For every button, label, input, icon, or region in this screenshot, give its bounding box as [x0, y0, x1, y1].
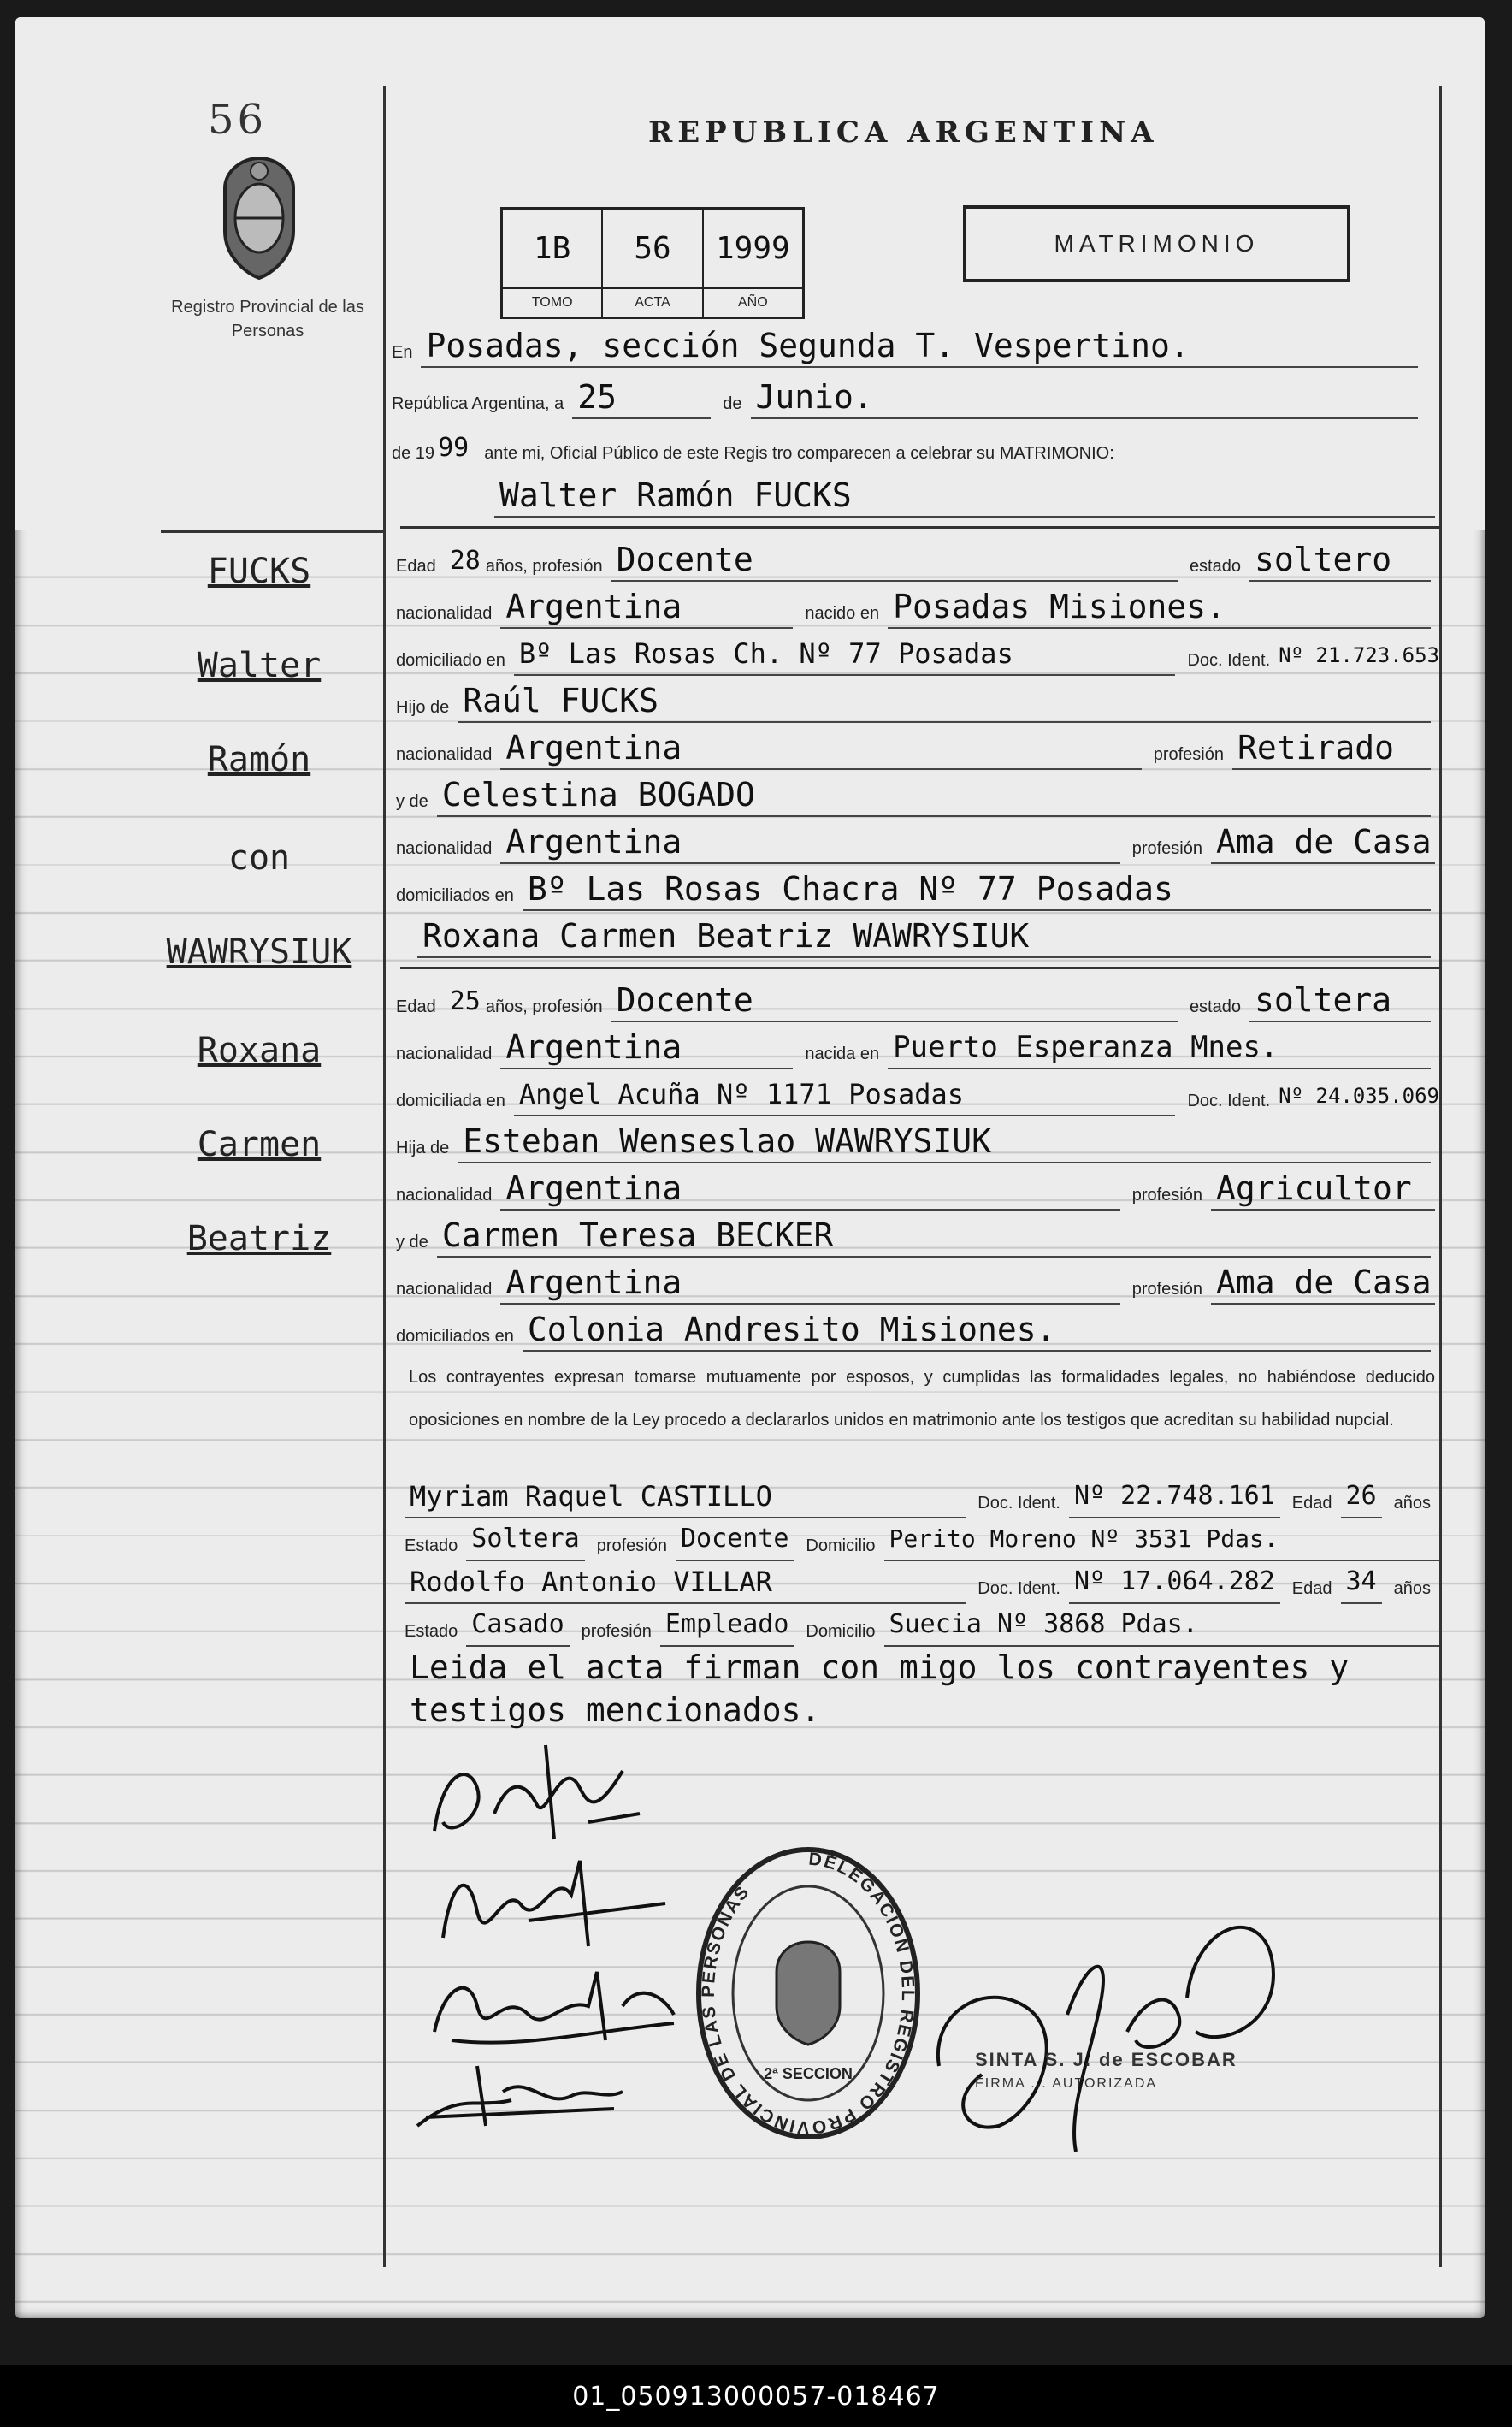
groom-nacido-label: nacido en	[805, 604, 880, 623]
witness2-line	[405, 1561, 1439, 1604]
witness1-marital-status: Soltera	[466, 1518, 584, 1561]
intro-date-line	[392, 376, 1418, 419]
register-page	[15, 17, 1485, 2318]
witness1-edad-label: Edad	[1291, 1494, 1332, 1512]
witness1-address: Perito Moreno Nº 3531 Pdas.	[884, 1518, 1439, 1561]
groom-document: Nº 21.723.653	[1279, 643, 1439, 667]
groom-mother-label: y de	[396, 792, 428, 811]
seal-center-text: 2ª SECCION	[764, 2065, 853, 2082]
signature-groom-icon	[417, 1737, 674, 1856]
country-title: REPUBLICA ARGENTINA	[648, 115, 1159, 150]
groom-birthplace: Posadas Misiones.	[888, 586, 1431, 629]
official-seal-icon	[691, 1831, 926, 2139]
closing-line-2	[405, 1690, 1439, 1731]
witness2-age: 34	[1341, 1561, 1382, 1604]
bride-parents-address-line	[396, 1309, 1431, 1352]
ano-label: AÑO	[704, 287, 802, 317]
groom-anos-label: años, profesión	[485, 557, 603, 576]
bride-father-nac-label: nacionalidad	[396, 1186, 493, 1205]
groom-mother-profession: Ama de Casa	[1211, 821, 1435, 864]
signature-bride-icon	[426, 1852, 682, 1955]
tomo-label: TOMO	[503, 287, 601, 317]
groom-mother-nationality: Argentina	[500, 821, 1119, 864]
acta-cell	[603, 210, 703, 317]
bride-father-details-line	[396, 1168, 1435, 1211]
witness2-edad-label: Edad	[1291, 1579, 1332, 1598]
intro-year-line	[392, 428, 1435, 469]
groom-parents-address-line	[396, 868, 1431, 911]
en-label: En	[392, 343, 413, 362]
bride-father-line	[396, 1121, 1431, 1163]
witness1-name: Myriam Raquel CASTILLO	[405, 1476, 966, 1518]
year-prefix: de 19	[392, 444, 435, 463]
witness2-document: Nº 17.064.282	[1069, 1561, 1280, 1604]
bride-estado-label: estado	[1189, 997, 1241, 1016]
groom-father-nationality: Argentina	[500, 727, 1141, 770]
groom-parents-dom-label: domiciliados en	[396, 886, 514, 905]
groom-father: Raúl FUCKS	[458, 680, 1431, 723]
bride-mother-label: y de	[396, 1233, 428, 1252]
groom-edad-label: Edad	[396, 557, 436, 576]
bride-mother-nationality: Argentina	[500, 1262, 1119, 1305]
groom-father-details-line	[396, 727, 1431, 770]
signature-witness2-icon	[409, 2057, 631, 2134]
bride-section-rule	[400, 967, 1442, 969]
groom-profession: Docente	[611, 539, 1178, 582]
witness1-profession: Docente	[676, 1518, 794, 1561]
witness1-doc-label: Doc. Ident.	[977, 1494, 1060, 1512]
groom-address: Bº Las Rosas Ch. Nº 77 Posadas	[514, 633, 1176, 676]
groom-domicilio-label: domiciliado en	[396, 651, 505, 670]
groom-father-prof-label: profesión	[1153, 745, 1224, 764]
groom-mother: Celestina BOGADO	[437, 774, 1431, 817]
groom-doc-label: Doc. Ident.	[1187, 651, 1271, 670]
tomo-value: 1B	[533, 231, 571, 266]
official-stamp	[975, 2049, 1237, 2092]
witness1-estado-label: Estado	[405, 1536, 458, 1555]
marriage-place: Posadas, sección Segunda T. Vespertino.	[421, 325, 1418, 368]
groom-nationality: Argentina	[500, 586, 793, 629]
margin-name: Roxana	[197, 1031, 322, 1070]
margin-name: Beatriz	[186, 1219, 332, 1258]
groom-name-line	[494, 475, 1435, 518]
bride-father-label: Hija de	[396, 1139, 450, 1157]
official-stamp-subtitle: FIRMA ... AUTORIZADA	[975, 2076, 1158, 2091]
groom-age-line	[396, 539, 1431, 582]
groom-mother-prof-label: profesión	[1131, 839, 1202, 858]
groom-section-rule	[400, 526, 1442, 529]
margin-name: Carmen	[197, 1125, 322, 1164]
bride-name-line	[417, 915, 1431, 958]
closing-line-1	[405, 1647, 1439, 1688]
groom-nationality-line	[396, 586, 1431, 629]
bride-nacida-label: nacida en	[805, 1045, 880, 1063]
witness1-details-line	[405, 1518, 1439, 1561]
appearance-statement: ante mi, Oficial Público de este Regis tro comparecen a celebrar su MATRIMONIO:	[484, 444, 1114, 463]
de-label: de	[723, 394, 742, 413]
bride-parents-dom-label: domiciliados en	[396, 1327, 514, 1346]
margin-name: Ramón	[207, 740, 311, 779]
witness2-doc-label: Doc. Ident.	[977, 1579, 1060, 1598]
groom-mother-details-line	[396, 821, 1435, 864]
bride-age-line	[396, 980, 1431, 1022]
groom-name: Walter Ramón FUCKS	[494, 475, 1435, 518]
groom-father-nac-label: nacionalidad	[396, 745, 493, 764]
witness2-profession: Empleado	[660, 1604, 794, 1647]
bride-father-prof-label: profesión	[1131, 1186, 1202, 1205]
groom-parents-address: Bº Las Rosas Chacra Nº 77 Posadas	[523, 868, 1431, 911]
groom-mother-nac-label: nacionalidad	[396, 839, 493, 858]
seal-text: DELEGACION DEL REGISTRO PROVINCIAL DE LAS PERSONAS	[698, 1849, 918, 2138]
bride-parents-address: Colonia Andresito Misiones.	[523, 1309, 1431, 1352]
margin-name: Walter	[197, 646, 322, 685]
margin-rule-top	[161, 530, 383, 533]
footer-bar	[0, 2365, 1512, 2427]
intro-place-line	[392, 325, 1418, 368]
ano-value: 1999	[715, 231, 790, 266]
witness1-document: Nº 22.748.161	[1069, 1476, 1280, 1518]
legal-declaration: Los contrayentes expresan tomarse mutuamente por esposos, y cumplidas las formalidades legales, no habiéndose deducido oposiciones en nombre de la Ley procedo a declararlos unidos en matrimonio ante los testigos que acreditan su habilidad nupcial.	[409, 1368, 1435, 1430]
bride-document: Nº 24.035.069	[1279, 1084, 1439, 1108]
bride-marital-status: soltera	[1249, 980, 1431, 1022]
bride-nacionalidad-label: nacionalidad	[396, 1045, 493, 1063]
bride-father: Esteban Wenseslao WAWRYSIUK	[458, 1121, 1431, 1163]
witness2-details-line	[405, 1604, 1439, 1647]
marriage-month: Junio.	[751, 376, 1419, 419]
official-stamp-name: SINTA S. J. de ESCOBAR	[975, 2049, 1237, 2070]
witness2-marital-status: Casado	[466, 1604, 569, 1647]
witness1-anos-label: años	[1393, 1494, 1431, 1512]
witness2-profesion-label: profesión	[581, 1622, 652, 1641]
groom-estado-label: estado	[1189, 557, 1241, 576]
right-border	[1439, 86, 1442, 2267]
groom-age: 28	[449, 546, 481, 576]
document-id: 01_050913000057-018467	[572, 2381, 940, 2412]
groom-address-line	[396, 633, 1439, 676]
signature-witness1-icon	[417, 1955, 691, 2057]
groom-father-profession: Retirado	[1232, 727, 1431, 770]
marriage-year: 99	[438, 433, 470, 463]
acta-label: ACTA	[603, 287, 701, 317]
ano-cell	[704, 210, 802, 317]
bride-mother-line	[396, 1215, 1431, 1258]
closing-text-2: testigos mencionados.	[410, 1691, 821, 1729]
bride-mother-details-line	[396, 1262, 1435, 1305]
margin-name: WAWRYSIUK	[166, 932, 352, 972]
bride-nationality-line	[396, 1027, 1431, 1069]
registry-name: Registro Provincial de las Personas	[171, 298, 364, 340]
bride-profession: Docente	[611, 980, 1178, 1022]
bride-anos-label: años, profesión	[485, 997, 603, 1016]
bride-address: Angel Acuña Nº 1171 Posadas	[514, 1074, 1176, 1116]
tomo-cell	[503, 210, 603, 317]
bride-mother-nac-label: nacionalidad	[396, 1280, 493, 1299]
witness2-address: Suecia Nº 3868 Pdas.	[884, 1604, 1439, 1647]
margin-divider	[383, 86, 386, 2267]
witness1-domicilio-label: Domicilio	[806, 1536, 876, 1555]
bride-name: Roxana Carmen Beatriz WAWRYSIUK	[417, 915, 1431, 958]
witness2-anos-label: años	[1393, 1579, 1431, 1598]
bride-mother: Carmen Teresa BECKER	[437, 1215, 1431, 1258]
bride-domicilio-label: domiciliada en	[396, 1092, 505, 1110]
groom-mother-line	[396, 774, 1431, 817]
witness2-domicilio-label: Domicilio	[806, 1622, 876, 1641]
signature-official-icon	[913, 1895, 1298, 2186]
witness2-estado-label: Estado	[405, 1622, 458, 1641]
acta-value: 56	[634, 231, 671, 266]
witness1-age: 26	[1341, 1476, 1382, 1518]
bride-mother-prof-label: profesión	[1131, 1280, 1202, 1299]
witness1-line	[405, 1476, 1439, 1518]
volume-box	[500, 207, 805, 319]
marriage-day: 25	[572, 376, 711, 419]
bride-edad-label: Edad	[396, 997, 436, 1016]
bride-father-nationality: Argentina	[500, 1168, 1119, 1211]
groom-father-line	[396, 680, 1431, 723]
bride-doc-label: Doc. Ident.	[1187, 1092, 1271, 1110]
bride-mother-profession: Ama de Casa	[1211, 1262, 1435, 1305]
witness1-profesion-label: profesión	[596, 1536, 667, 1555]
bride-address-line	[396, 1074, 1439, 1116]
groom-nacionalidad-label: nacionalidad	[396, 604, 493, 623]
page-number: 56	[208, 96, 268, 144]
republic-label: República Argentina, a	[392, 394, 564, 413]
record-type: MATRIMONIO	[963, 205, 1350, 282]
margin-name: con	[227, 838, 291, 878]
groom-marital-status: soltero	[1249, 539, 1431, 582]
closing-text-1: Leida el acta firman con migo los contrayentes y	[410, 1649, 1350, 1686]
coat-of-arms-icon	[208, 154, 310, 282]
bride-age: 25	[449, 986, 481, 1016]
bride-nationality: Argentina	[500, 1027, 793, 1069]
groom-father-label: Hijo de	[396, 698, 450, 717]
witness2-name: Rodolfo Antonio VILLAR	[405, 1561, 966, 1604]
bride-father-profession: Agricultor	[1211, 1168, 1435, 1211]
margin-name: FUCKS	[207, 552, 311, 591]
bride-birthplace: Puerto Esperanza Mnes.	[888, 1027, 1431, 1069]
